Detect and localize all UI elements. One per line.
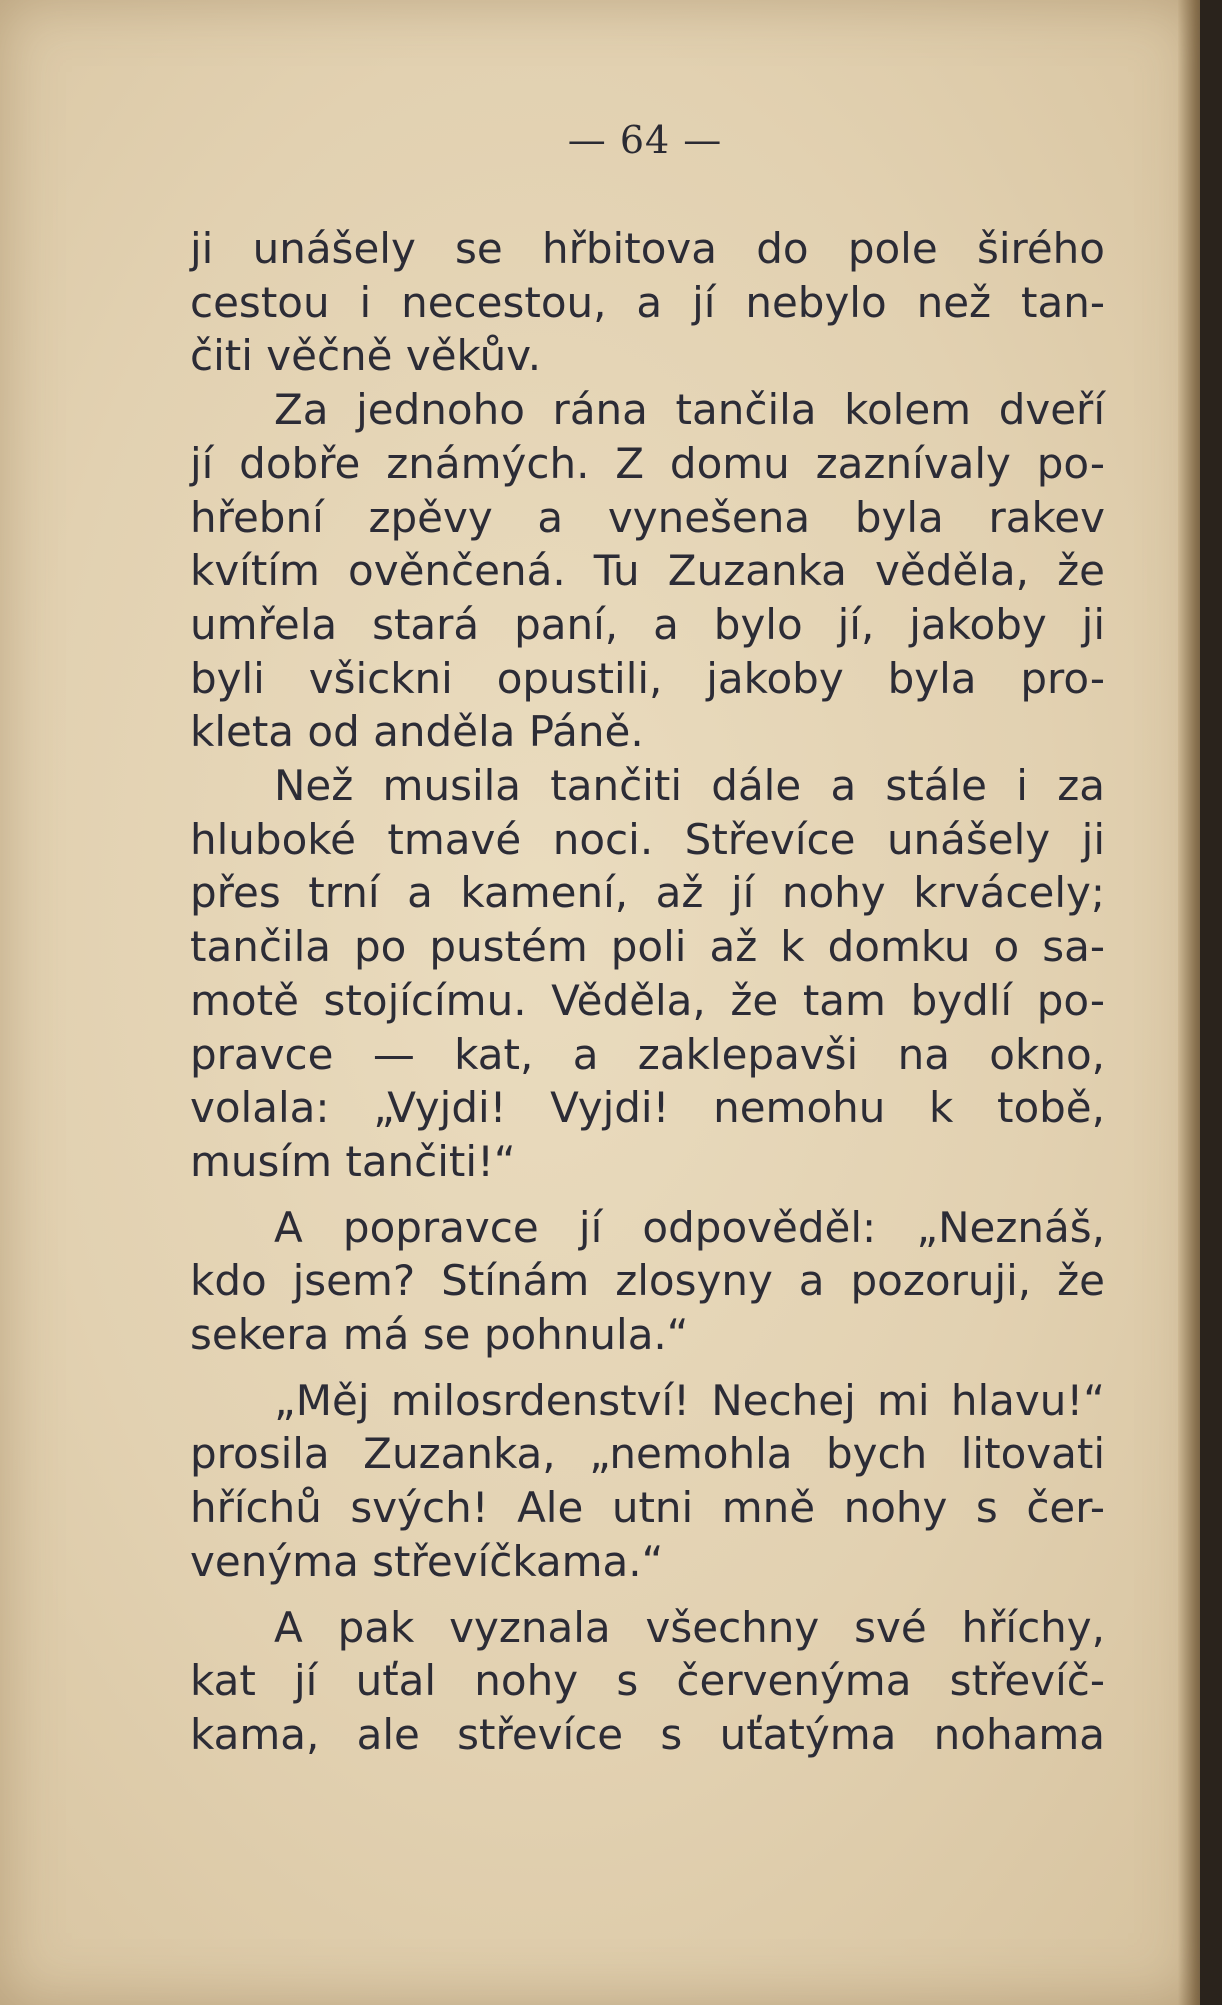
text-line: motě stojícímu. Věděla, že tam bydlí po- [190,975,1105,1025]
text-line: prosila Zuzanka, „nemohla bych litovati [190,1429,1105,1479]
body-text [190,222,1105,1762]
page-gutter-shadow [1178,0,1200,2005]
text-line: byli všickni opustili, jakoby byla pro- [190,653,1105,703]
text-line: A popravce jí odpověděl: „Neznáš, [274,1202,1105,1252]
text-line: pravce — kat, a zaklepavši na okno, [190,1029,1105,1079]
text-line: „Měj milosrdenství! Nechej mi hlavu!“ [274,1375,1105,1425]
text-line: volala: „Vyjdi! Vyjdi! nemohu k tobě, [190,1083,1105,1133]
paragraph-gap [190,1362,1105,1374]
text-line: umřela stará paní, a bylo jí, jakoby ji [190,599,1105,649]
paragraph-gap [190,1189,1105,1201]
text-line: musím tančiti!“ [190,1136,516,1186]
text-line: Než musila tančiti dále a stále i za [274,761,1105,811]
text-line: Za jednoho rána tančila kolem dveří [274,385,1105,435]
text-line: cestou i necestou, a jí nebylo než tan- [190,277,1105,327]
text-line: jí dobře známých. Z domu zaznívaly po- [190,438,1105,488]
text-line: venýma střevíčkama.“ [190,1536,664,1586]
text-line: A pak vyznala všechny své hříchy, [274,1602,1105,1652]
text-line: hřební zpěvy a vynešena byla rakev [190,492,1105,542]
text-line: tančila po pustém poli až k domku o sa- [190,922,1105,972]
text-line: kleta od anděla Páně. [190,707,644,757]
text-line: kvítím ověnčená. Tu Zuzanka věděla, že [190,546,1105,596]
text-line: kdo jsem? Stínám zlosyny a pozoruji, že [190,1256,1105,1306]
text-line: kat jí uťal nohy s červenýma střevíč- [190,1656,1105,1706]
text-line: hříchů svých! Ale utni mně nohy s čer- [190,1483,1105,1533]
text-line: kama, ale střevíce s uťatýma nohama [190,1709,1105,1759]
paragraph-gap [190,1589,1105,1601]
text-line: ji unášely se hřbitova do pole širého [190,224,1105,273]
text-line: hluboké tmavé noci. Střevíce unášely ji [190,814,1105,864]
text-line: sekera má se pohnula.“ [190,1310,689,1360]
text-line: čiti věčně věkův. [190,331,542,381]
page-number: — 64 — [567,118,723,162]
text-line: přes trní a kamení, až jí nohy krvácely; [190,868,1105,918]
